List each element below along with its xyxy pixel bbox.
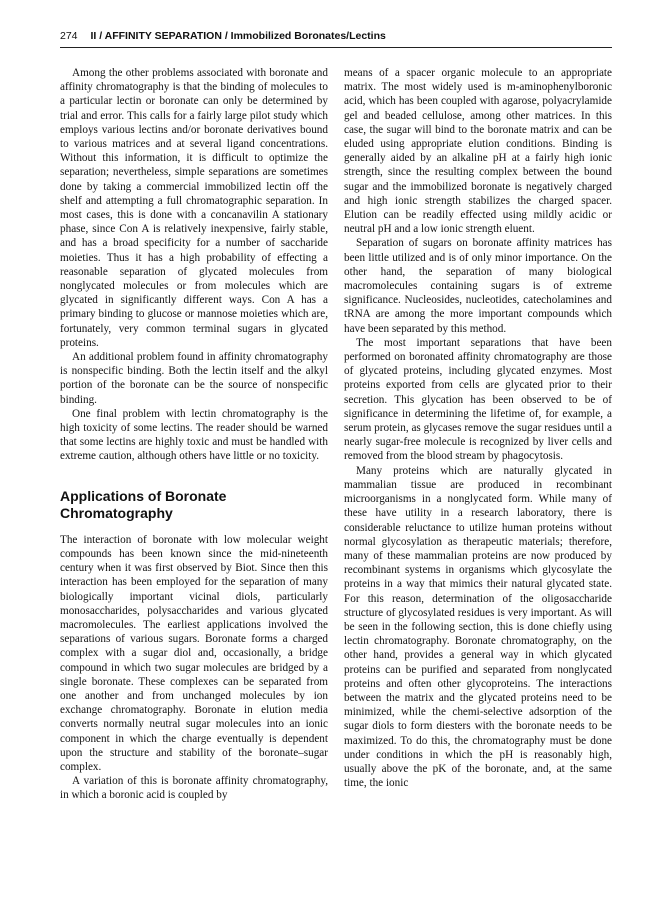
paragraph: A variation of this is boronate affinity chromatography, in which a boronic acid is coupled by [60,775,328,802]
section-title: II / AFFINITY SEPARATION / Immobilized Boronates/Lectins [90,30,386,42]
left-column [60,66,328,803]
paragraph: Among the other problems associated with boronate and affinity chromatography is that the binding of molecules to a particular lectin or boronate can only be determined by trial and error. This calls for a fairly large pilot study which employs various lectins and/or boronate derivatives bound to various matrices and at several ligand concentrations. Without this information, it is difficult to optimize the separation; nevertheless, simple separations are sometimes done by taking a commercial immobilized lectin off the shelf and attempting a full chromatographic separation. In most cases, this is done with a concanavilin A stationary phase, since Con A is relatively inexpensive, fairly stable, and has a broad specificity for a number of saccharide moieties. Thus it has a high probability of effecting a reasonable separation of glycated molecules from nonglycated molecules or from molecules which are glycated in significantly different ways. Con A has a primary binding to glucose or mannose moieties which are, fortunately, very common terminal sugars in glycated proteins. [60,67,328,349]
running-header [60,30,612,42]
page-number: 274 [60,30,78,42]
right-column [344,66,612,790]
paragraph: The interaction of boronate with low molecular weight compounds has been known since the mid-nineteenth century when it was first observed by Biot. Since then this interaction has been employed for the separation of many biologically important vicinal diols, particularly monosaccharides, polysaccharides and various glycated macromolecules. The earliest applications involved the separations of various sugars. Boronate forms a charged complex with a sugar diol and, occasionally, a bridge compound in which two sugar molecules are bridged by a single boronate. These complexes can be separated from one another and from unchanged molecules by ion exchange chromatography. Boronate in elution media converts normally neutral sugar molecules into an ionic component in which the charge eventually is dependent upon the structure and stability of the boronate–sugar complex. [60,533,328,773]
section-heading: Applications of Boronate Chromatography [60,487,227,521]
paragraph: Many proteins which are naturally glycated in mammalian tissue are produced in recombinant microorganisms in a nonglycated form. While many of these have utility in a research laboratory, there is considerable reluctance to utilize human proteins without normal glycosylation as therapeutic materials; therefore, many of these mammalian proteins are now produced by recombinant systems in organisms which glycosylate the proteins in a way that mimics their natural glycated state. For this reason, determination of the oligosaccharide structure of glycosylated residues is very important. As will be seen in the following section, this is done chiefly using lectin chromatography. Boronate chromatography, on the other hand, provides a general way in which glycated proteins can be purified and separated from nonglycated proteins and often other glycoproteins. The interactions between the matrix and the glycated proteins need to be minimized, while the chemi-selective adsorption of the sugar diols to form diesters with the boronate needs to be maximized. To do this, the chromatography must be done under conditions in which the pH is reasonably high, usually above the pK of the boronate, and, at the same time, the ionic [344,464,612,790]
paragraph: An additional problem found in affinity chromatography is nonspecific binding. Both the lectin itself and the alkyl portion of the boronate can be the source of nonspecific binding. [60,351,328,406]
header-rule [60,47,612,48]
paragraph: One final problem with lectin chromatography is the high toxicity of some lectins. The reader should be warned that some lectins are highly toxic and must be handled with extreme caution, although others have little or no toxicity. [60,407,328,463]
paragraph: means of a spacer organic molecule to an appropriate matrix. The most widely used is m-aminophenylboronic acid, which has been coupled with agarose, polyacrylamide gel and beaded cellulose, among other matrices. In this case, the sugar will bind to the boronate matrix and can be eluded using appropriate elution conditions. Binding is generally aided by an alkaline pH at a fairly high ionic strength, since the resulting complex between the bound sugar and the immobilized boronate is negatively charged and high ionic strength stabilizes the charged spacer. Elution can be readily effected using mildly acidic or neutral pH and a low ionic strength eluent. [344,67,612,236]
paragraph: Separation of sugars on boronate affinity matrices has been little utilized and is of only minor importance. On the other hand, the separation of many biological macromolecules containing sugars is of extreme significance. Nucleosides, nucleotides, catecholamines and tRNA are among the more important compounds which have been separated by this method. [344,237,612,335]
paragraph: The most important separations that have been performed on boronated affinity chromatography are those of glycated proteins, including glycated enzymes. Most proteins exported from cells are glycated prior to their secretion. This glycation has been observed to be of significance in determining the lifetime of, for example, a serum protein, as glycases remove the sugar residues until a nearly sugar-free molecule is recognized by liver cells and removed from the blood stream by phagocytosis. [344,336,612,463]
